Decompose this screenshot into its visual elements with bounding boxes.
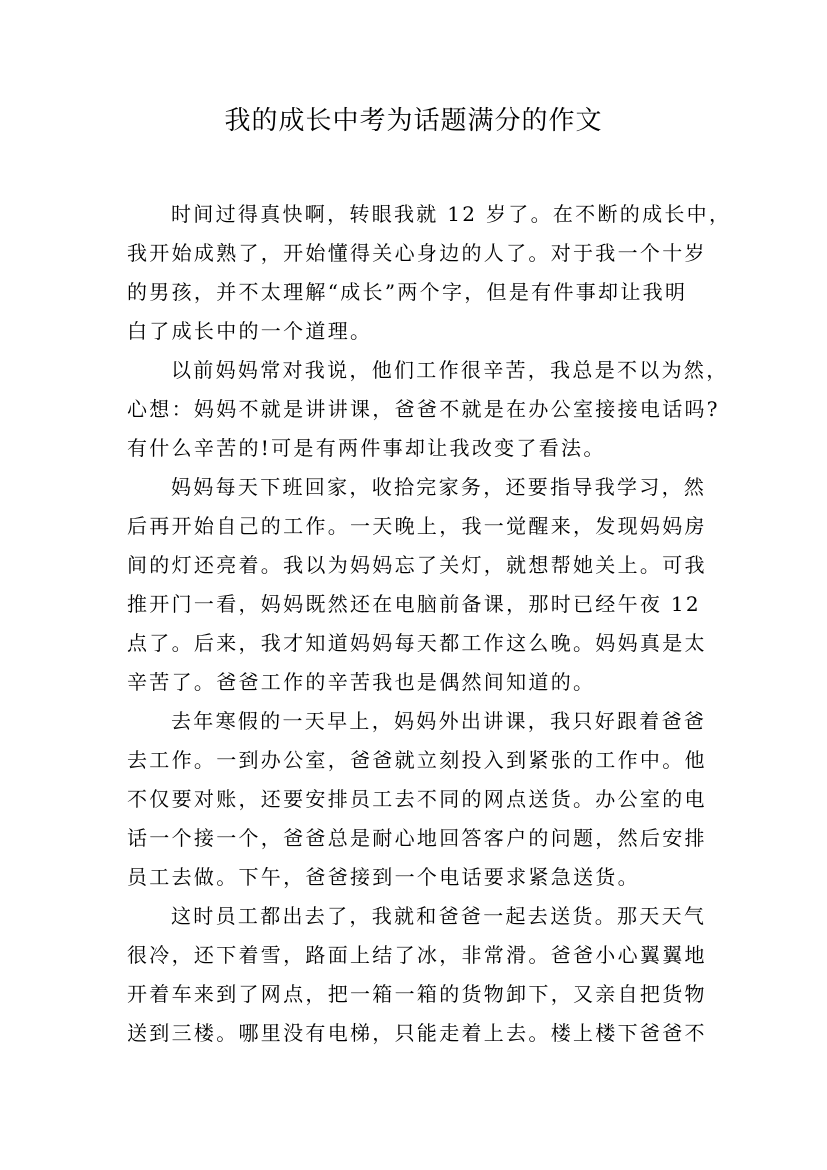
text-line: 点了。后来，我才知道妈妈每天都工作这么晚。妈妈真是太	[127, 631, 707, 655]
text-line: 我开始成熟了，开始懂得关心身边的人了。对于我一个十岁	[127, 241, 707, 265]
text-line: 很冷，还下着雪，路面上结了冰，非常滑。爸爸小心翼翼地	[127, 943, 707, 967]
text-line: 不仅要对账，还要安排员工去不同的网点送货。办公室的电	[127, 787, 707, 811]
text-line: 推开门一看，妈妈既然还在电脑前备课，那时已经午夜 12	[127, 592, 701, 616]
text-line: 开着车来到了网点，把一箱一箱的货物卸下，又亲自把货物	[127, 982, 707, 1006]
text-line: 白了成长中的一个道理。	[127, 319, 373, 343]
document-title: 我的成长中考为话题满分的作文	[224, 106, 603, 136]
text-line: 送到三楼。哪里没有电梯，只能走着上去。楼上楼下爸爸不	[127, 1021, 707, 1045]
text-line: 话一个接一个，爸爸总是耐心地回答客户的问题，然后安排	[127, 826, 707, 850]
paragraph-2	[127, 351, 729, 468]
paragraph-4	[127, 702, 705, 897]
text-line: 以前妈妈常对我说，他们工作很辛苦，我总是不以为然，	[171, 358, 729, 382]
text-line: 心想：妈妈不就是讲讲课，爸爸不就是在办公室接接电话吗?	[127, 397, 720, 421]
text-line: 去年寒假的一天早上，妈妈外出讲课，我只好跟着爸爸	[171, 709, 707, 733]
text-line: 后再开始自己的工作。一天晚上，我一觉醒来，发现妈妈房	[127, 514, 707, 538]
text-line: 去工作。一到办公室，爸爸就立刻投入到紧张的工作中。他	[127, 748, 707, 772]
text-line: 辛苦了。爸爸工作的辛苦我也是偶然间知道的。	[127, 670, 596, 694]
text-line: 的男孩，并不太理解“成长”两个字，但是有件事却让我明	[127, 280, 688, 304]
text-line: 时间过得真快啊，转眼我就 12 岁了。在不断的成长中，	[171, 202, 732, 226]
paragraph-3	[127, 468, 705, 702]
text-line: 妈妈每天下班回家，收拾完家务，还要指导我学习，然	[171, 475, 707, 499]
text-line: 间的灯还亮着。我以为妈妈忘了关灯，就想帮她关上。可我	[127, 553, 707, 577]
paragraph-1	[127, 195, 732, 351]
text-line: 这时员工都出去了，我就和爸爸一起去送货。那天天气	[171, 904, 707, 928]
paragraph-5	[127, 897, 705, 1053]
text-line: 有什么辛苦的!可是有两件事却让我改变了看法。	[127, 436, 606, 460]
document-body	[127, 195, 732, 1053]
text-line: 员工去做。下午，爸爸接到一个电话要求紧急送货。	[127, 865, 640, 889]
